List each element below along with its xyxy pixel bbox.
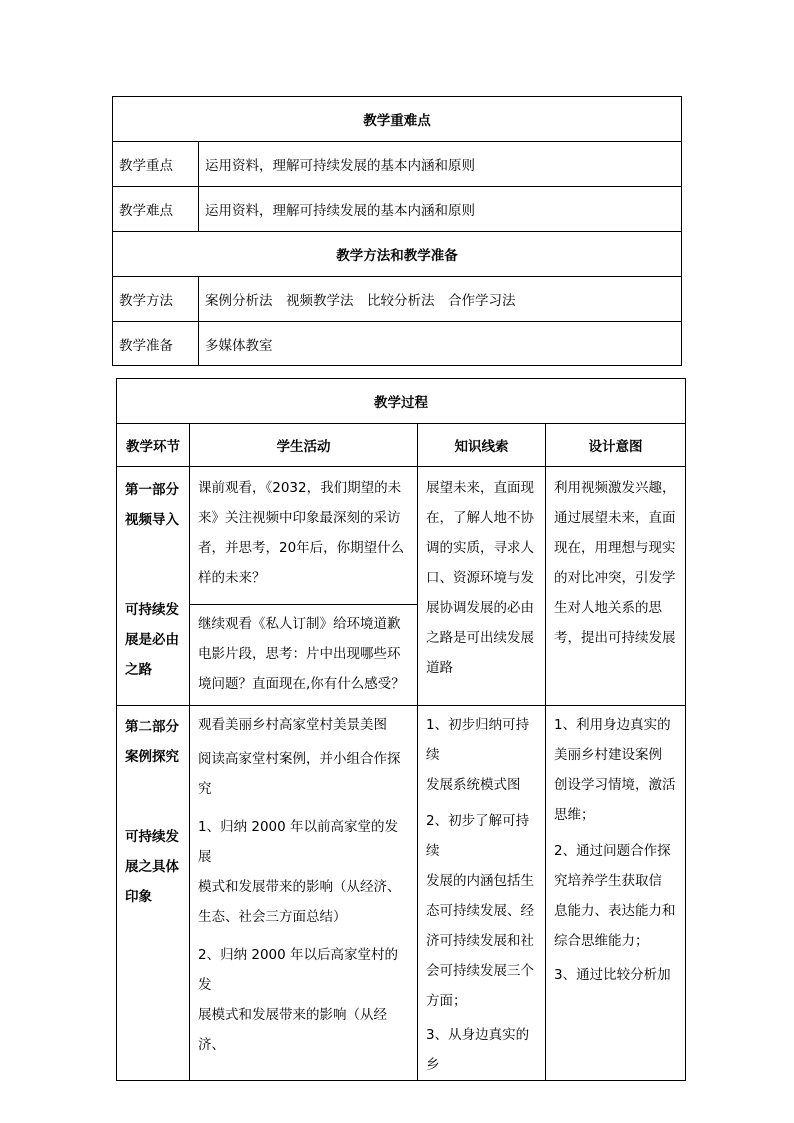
- part2-stage-line: 可持续发: [125, 829, 179, 845]
- process-table: [116, 378, 686, 1081]
- design-line: 利用视频激发兴趣，: [554, 480, 676, 496]
- part2-stage-line: 第二部分: [125, 719, 179, 735]
- part1-stage-line: 第一部分: [125, 482, 179, 498]
- part1-activity-a: [190, 467, 418, 605]
- knowledge-line: 口、资源环境与发: [426, 570, 534, 586]
- method-label: 教学方法: [113, 277, 199, 322]
- activity-line: 2、归纳 2000 年以后高家堂村的发: [198, 947, 399, 993]
- difficult-point-value: 运用资料，理解可持续发展的基本内涵和原则: [199, 187, 682, 232]
- key-point-label: 教学重点: [113, 142, 199, 187]
- part1-stage-line: 视频导入: [125, 512, 179, 528]
- activity-line: 样的未来？: [198, 570, 266, 586]
- knowledge-line: 会可持续发展三个: [426, 963, 534, 979]
- part1-design: [546, 467, 686, 706]
- header-stage: 教学环节: [117, 424, 190, 467]
- knowledge-line: 3、从身边真实的乡: [426, 1027, 530, 1073]
- knowledge-line: 道路: [426, 660, 453, 676]
- part2-stage: [117, 706, 190, 1081]
- knowledge-line: 发展系统模式图: [426, 777, 521, 793]
- activity-line: 模式和发展带来的影响（从经济、: [198, 879, 401, 895]
- part1-stage-line: 之路: [125, 662, 152, 678]
- part2-stage-line: 印象: [125, 889, 152, 905]
- design-line: 现在，用理想与现实: [554, 540, 676, 556]
- design-line: 创设学习情境，激活: [554, 777, 676, 793]
- activity-line: 继续观看《私人订制》给环境道歉: [198, 616, 401, 632]
- part2-design: [546, 706, 686, 1081]
- knowledge-line: 济可持续发展和社: [426, 933, 534, 949]
- activity-line: 展模式和发展带来的影响（从经济、: [198, 1007, 387, 1053]
- difficult-point-label: 教学难点: [113, 187, 199, 232]
- knowledge-line: 调的实质，寻求人: [426, 540, 534, 556]
- activity-line: 来》关注视频中印象最深刻的采访: [198, 510, 401, 526]
- preparation-label: 教学准备: [113, 322, 199, 366]
- difficulty-title: 教学重难点: [113, 97, 682, 142]
- design-line: 息能力、表达能力和: [554, 903, 676, 919]
- design-line: 通过展望未来，直面: [554, 510, 676, 526]
- preparation-value: 多媒体教室: [199, 322, 682, 366]
- key-point-value: 运用资料，理解可持续发展的基本内涵和原则: [199, 142, 682, 187]
- header-design: 设计意图: [546, 424, 686, 467]
- activity-line: 1、归纳 2000 年以前高家堂的发展: [198, 819, 399, 865]
- header-knowledge: 知识线索: [418, 424, 546, 467]
- part2-stage-line: 案例探究: [125, 749, 179, 765]
- design-line: 思维；: [554, 807, 595, 823]
- part1-stage-line: 展是必由: [125, 632, 179, 648]
- design-line: 生对人地关系的思: [554, 600, 662, 616]
- knowledge-line: 1、初步归纳可持续: [426, 717, 530, 763]
- part2-activity: [190, 706, 418, 1081]
- process-title: 教学过程: [117, 379, 686, 424]
- method-value: 案例分析法 视频教学法 比较分析法 合作学习法: [199, 277, 682, 322]
- part1-stage: [117, 467, 190, 706]
- knowledge-line: 展望未来，直面现: [426, 480, 534, 496]
- activity-line: 课前观看，《2032，我们期望的未: [198, 480, 402, 496]
- difficulty-method-table: [112, 96, 682, 366]
- design-line: 美丽乡村建设案例: [554, 747, 662, 763]
- knowledge-line: 展协调发展的必由: [426, 600, 534, 616]
- activity-line: 阅读高家堂村案例，并小组合作探: [198, 751, 401, 767]
- method-title: 教学方法和教学准备: [113, 232, 682, 277]
- knowledge-line: 态可持续发展、经: [426, 903, 534, 919]
- knowledge-line: 方面；: [426, 993, 467, 1009]
- part2-stage-line: 展之具体: [125, 859, 179, 875]
- part1-stage-line: 可持续发: [125, 602, 179, 618]
- knowledge-line: 发展的内涵包括生: [426, 873, 534, 889]
- activity-line: 境问题？直面现在,你有什么感受？: [198, 676, 405, 692]
- design-line: 1、利用身边真实的: [554, 717, 671, 733]
- activity-line: 观看美丽乡村高家堂村美景美图: [198, 717, 387, 733]
- design-line: 的对比冲突，引发学: [554, 570, 676, 586]
- design-line: 综合思维能力；: [554, 933, 649, 949]
- activity-line: 生态、社会三方面总结）: [198, 909, 347, 925]
- design-line: 究培养学生获取信: [554, 873, 662, 889]
- knowledge-line: 在，了解人地不协: [426, 510, 534, 526]
- part2-knowledge: [418, 706, 546, 1081]
- design-line: 考，提出可持续发展: [554, 630, 676, 646]
- part1-knowledge: [418, 467, 546, 706]
- design-line: 3、通过比较分析加: [554, 967, 671, 983]
- header-activity: 学生活动: [190, 424, 418, 467]
- knowledge-line: 2、初步了解可持续: [426, 813, 530, 859]
- knowledge-line: 之路是可出续发展: [426, 630, 534, 646]
- activity-line: 电影片段，思考：片中出现哪些环: [198, 646, 401, 662]
- part1-activity-b: [190, 605, 418, 706]
- design-line: 2、通过问题合作探: [554, 843, 671, 859]
- activity-line: 者，并思考，20年后，你期望什么: [198, 540, 405, 556]
- activity-line: 究: [198, 781, 212, 797]
